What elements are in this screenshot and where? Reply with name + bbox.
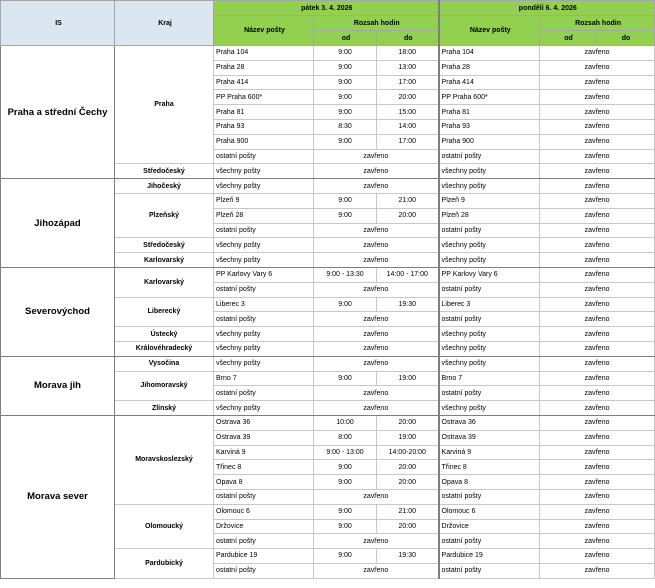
table-row [1, 46, 655, 61]
closed-status: zavřeno [540, 489, 655, 504]
other-posts: ostatní pošty [214, 534, 314, 549]
hours-from: 9:00 [314, 193, 377, 208]
post-name: Praha 28 [439, 60, 540, 75]
kraj-vysocina: Vysočina [115, 356, 214, 371]
post-name: PP Praha 600* [214, 90, 314, 105]
other-posts: ostatní pošty [214, 563, 314, 578]
post-name: Praha 900 [214, 134, 314, 149]
all-posts: všechny pošty [439, 179, 540, 194]
other-posts: ostatní pošty [439, 282, 540, 297]
hours-from: 9:00 - 13:30 [314, 267, 377, 282]
hours-from: 9:00 [314, 504, 377, 519]
post-name: Praha 414 [214, 75, 314, 90]
closed-status: zavřeno [540, 223, 655, 238]
post-name: Praha 93 [439, 119, 540, 134]
closed-status: zavřeno [540, 267, 655, 282]
hours-from: 9:00 - 13:00 [314, 445, 377, 460]
post-name-header: Název pošty [439, 16, 540, 46]
post-name: Držovice [439, 519, 540, 534]
hours-from: 9:00 [314, 297, 377, 312]
post-name: Praha 104 [214, 46, 314, 61]
from-header: od [314, 31, 377, 46]
closed-status: zavřeno [540, 401, 655, 416]
other-posts: ostatní pošty [439, 489, 540, 504]
hours-to: 20:00 [377, 460, 439, 475]
closed-status: zavřeno [540, 415, 655, 430]
all-posts: všechny pošty [439, 253, 540, 268]
kraj-ustecky: Ústecký [115, 327, 214, 342]
hours-to: 20:00 [377, 475, 439, 490]
other-posts: ostatní pošty [439, 563, 540, 578]
region-praha: Praha a střední Čechy [1, 46, 115, 179]
hours-range-header: Rozsah hodin [314, 16, 439, 31]
all-posts: všechny pošty [214, 253, 314, 268]
closed-status: zavřeno [540, 312, 655, 327]
other-posts: ostatní pošty [214, 149, 314, 164]
all-posts: všechny pošty [439, 341, 540, 356]
closed-status: zavřeno [540, 60, 655, 75]
kraj-liberecky: Liberecký [115, 297, 214, 327]
hours-from: 8:30 [314, 119, 377, 134]
closed-status: zavřeno [314, 356, 439, 371]
closed-status: zavřeno [540, 208, 655, 223]
all-posts: všechny pošty [214, 341, 314, 356]
hours-to: 14:00 - 17:00 [377, 267, 439, 282]
other-posts: ostatní pošty [439, 312, 540, 327]
kraj-moravskoslezsky: Moravskoslezský [115, 415, 214, 504]
kraj-karlovarsky: Karlovarský [115, 253, 214, 268]
post-name: Praha 81 [439, 105, 540, 120]
closed-status: zavřeno [540, 519, 655, 534]
other-posts: ostatní pošty [214, 282, 314, 297]
post-name: Karviná 9 [439, 445, 540, 460]
closed-status: zavřeno [540, 164, 655, 179]
kraj-jihocesky: Jihočeský [115, 179, 214, 194]
kraj-pardubicky: Pardubický [115, 549, 214, 579]
post-name: Plzeň 28 [439, 208, 540, 223]
kraj-header: Kraj [115, 1, 214, 46]
post-name: Pardubice 19 [214, 549, 314, 564]
table-row [1, 356, 655, 371]
closed-status: zavřeno [540, 386, 655, 401]
closed-status: zavřeno [314, 386, 439, 401]
other-posts: ostatní pošty [439, 534, 540, 549]
post-name: Liberec 3 [214, 297, 314, 312]
closed-status: zavřeno [314, 401, 439, 416]
hours-from: 9:00 [314, 475, 377, 490]
post-name: Praha 81 [214, 105, 314, 120]
kraj-jihomoravsky: Jihomoravský [115, 371, 214, 401]
post-name: PP Karlovy Vary 6 [439, 267, 540, 282]
post-name: Praha 93 [214, 119, 314, 134]
all-posts: všechny pošty [439, 327, 540, 342]
region-jihozapad: Jihozápad [1, 179, 115, 268]
closed-status: zavřeno [540, 534, 655, 549]
closed-status: zavřeno [314, 327, 439, 342]
closed-status: zavřeno [314, 563, 439, 578]
closed-status: zavřeno [540, 327, 655, 342]
hours-to: 19:30 [377, 297, 439, 312]
table-row [1, 179, 655, 194]
to-header: do [596, 31, 655, 46]
all-posts: všechny pošty [439, 401, 540, 416]
closed-status: zavřeno [314, 282, 439, 297]
hours-from: 9:00 [314, 105, 377, 120]
post-name: Olomouc 6 [439, 504, 540, 519]
hours-from: 8:00 [314, 430, 377, 445]
table-row [1, 415, 655, 430]
other-posts: ostatní pošty [214, 489, 314, 504]
day2-header: pondělí 6. 4. 2026 [439, 1, 655, 16]
closed-status: zavřeno [314, 341, 439, 356]
closed-status: zavřeno [314, 149, 439, 164]
post-name: Opava 8 [214, 475, 314, 490]
closed-status: zavřeno [540, 356, 655, 371]
hours-to: 19:00 [377, 430, 439, 445]
hours-from: 9:00 [314, 134, 377, 149]
closed-status: zavřeno [540, 46, 655, 61]
kraj-plzensky: Plzeňský [115, 193, 214, 237]
all-posts: všechny pošty [439, 164, 540, 179]
from-header: od [540, 31, 596, 46]
other-posts: ostatní pošty [439, 149, 540, 164]
closed-status: zavřeno [540, 549, 655, 564]
closed-status: zavřeno [540, 297, 655, 312]
closed-status: zavřeno [540, 193, 655, 208]
closed-status: zavřeno [540, 475, 655, 490]
post-name: Praha 28 [214, 60, 314, 75]
post-name-header: Název pošty [214, 16, 314, 46]
post-name: PP Praha 600* [439, 90, 540, 105]
closed-status: zavřeno [314, 238, 439, 253]
post-name: Ostrava 39 [214, 430, 314, 445]
hours-to: 21:00 [377, 193, 439, 208]
kraj-zlinsky: Zlínský [115, 401, 214, 416]
post-name: Karviná 9 [214, 445, 314, 460]
kraj-stredocesky: Středočeský [115, 238, 214, 253]
hours-to: 13:00 [377, 60, 439, 75]
post-name: Ostrava 36 [439, 415, 540, 430]
kraj-olomoucky: Olomoucký [115, 504, 214, 548]
all-posts: všechny pošty [214, 238, 314, 253]
all-posts: všechny pošty [439, 238, 540, 253]
closed-status: zavřeno [540, 430, 655, 445]
closed-status: zavřeno [314, 223, 439, 238]
hours-from: 9:00 [314, 371, 377, 386]
region-morava-sever: Morava sever [1, 415, 115, 578]
post-name: PP Karlovy Vary 6 [214, 267, 314, 282]
post-name: Plzeň 28 [214, 208, 314, 223]
post-name: Plzeň 9 [214, 193, 314, 208]
hours-from: 9:00 [314, 46, 377, 61]
closed-status: zavřeno [540, 90, 655, 105]
hours-to: 20:00 [377, 208, 439, 223]
other-posts: ostatní pošty [214, 223, 314, 238]
post-name: Třinec 8 [214, 460, 314, 475]
post-name: Praha 104 [439, 46, 540, 61]
closed-status: zavřeno [540, 445, 655, 460]
hours-to: 20:00 [377, 519, 439, 534]
closed-status: zavřeno [540, 179, 655, 194]
other-posts: ostatní pošty [439, 386, 540, 401]
hours-to: 19:30 [377, 549, 439, 564]
table-row [1, 267, 655, 282]
closed-status: zavřeno [540, 282, 655, 297]
all-posts: všechny pošty [214, 401, 314, 416]
hours-to: 19:00 [377, 371, 439, 386]
hours-to: 14:00-20:00 [377, 445, 439, 460]
post-name: Brno 7 [439, 371, 540, 386]
closed-status: zavřeno [540, 253, 655, 268]
hours-to: 21:00 [377, 504, 439, 519]
post-name: Opava 8 [439, 475, 540, 490]
other-posts: ostatní pošty [214, 312, 314, 327]
closed-status: zavřeno [540, 371, 655, 386]
all-posts: všechny pošty [214, 327, 314, 342]
hours-from: 9:00 [314, 75, 377, 90]
hours-from: 9:00 [314, 90, 377, 105]
closed-status: zavřeno [540, 341, 655, 356]
closed-status: zavřeno [540, 504, 655, 519]
hours-to: 18:00 [377, 46, 439, 61]
hours-to: 20:00 [377, 90, 439, 105]
closed-status: zavřeno [314, 253, 439, 268]
closed-status: zavřeno [540, 460, 655, 475]
post-name: Držovice [214, 519, 314, 534]
hours-range-header: Rozsah hodin [540, 16, 655, 31]
closed-status: zavřeno [314, 489, 439, 504]
other-posts: ostatní pošty [439, 223, 540, 238]
hours-from: 9:00 [314, 60, 377, 75]
hours-to: 14:00 [377, 119, 439, 134]
is-header: IS [1, 1, 115, 46]
all-posts: všechny pošty [214, 164, 314, 179]
all-posts: všechny pošty [214, 356, 314, 371]
hours-from: 9:00 [314, 549, 377, 564]
post-name: Praha 900 [439, 134, 540, 149]
region-morava-jih: Morava jih [1, 356, 115, 415]
hours-from: 9:00 [314, 460, 377, 475]
post-name: Třinec 8 [439, 460, 540, 475]
post-name: Olomouc 6 [214, 504, 314, 519]
closed-status: zavřeno [314, 164, 439, 179]
post-name: Plzeň 9 [439, 193, 540, 208]
hours-from: 9:00 [314, 208, 377, 223]
closed-status: zavřeno [540, 119, 655, 134]
hours-to: 15:00 [377, 105, 439, 120]
to-header: do [377, 31, 439, 46]
closed-status: zavřeno [540, 75, 655, 90]
closed-status: zavřeno [540, 563, 655, 578]
hours-from: 9:00 [314, 519, 377, 534]
kraj-stredocesky: Středočeský [115, 164, 214, 179]
closed-status: zavřeno [314, 179, 439, 194]
day1-header: pátek 3. 4. 2026 [214, 1, 439, 16]
closed-status: zavřeno [314, 312, 439, 327]
other-posts: ostatní pošty [214, 386, 314, 401]
all-posts: všechny pošty [439, 356, 540, 371]
closed-status: zavřeno [540, 105, 655, 120]
kraj-karlovarsky: Karlovarský [115, 267, 214, 297]
region-severovychod: Severovýchod [1, 267, 115, 356]
post-name: Ostrava 39 [439, 430, 540, 445]
all-posts: všechny pošty [214, 179, 314, 194]
kraj-kralovehradecky: Královéhradecký [115, 341, 214, 356]
post-name: Ostrava 36 [214, 415, 314, 430]
closed-status: zavřeno [540, 134, 655, 149]
hours-to: 17:00 [377, 75, 439, 90]
closed-status: zavřeno [540, 238, 655, 253]
closed-status: zavřeno [314, 534, 439, 549]
hours-to: 20:00 [377, 415, 439, 430]
post-name: Brno 7 [214, 371, 314, 386]
closed-status: zavřeno [540, 149, 655, 164]
post-name: Praha 414 [439, 75, 540, 90]
post-name: Pardubice 19 [439, 549, 540, 564]
post-name: Liberec 3 [439, 297, 540, 312]
kraj-praha: Praha [115, 46, 214, 164]
hours-from: 10:00 [314, 415, 377, 430]
hours-to: 17:00 [377, 134, 439, 149]
